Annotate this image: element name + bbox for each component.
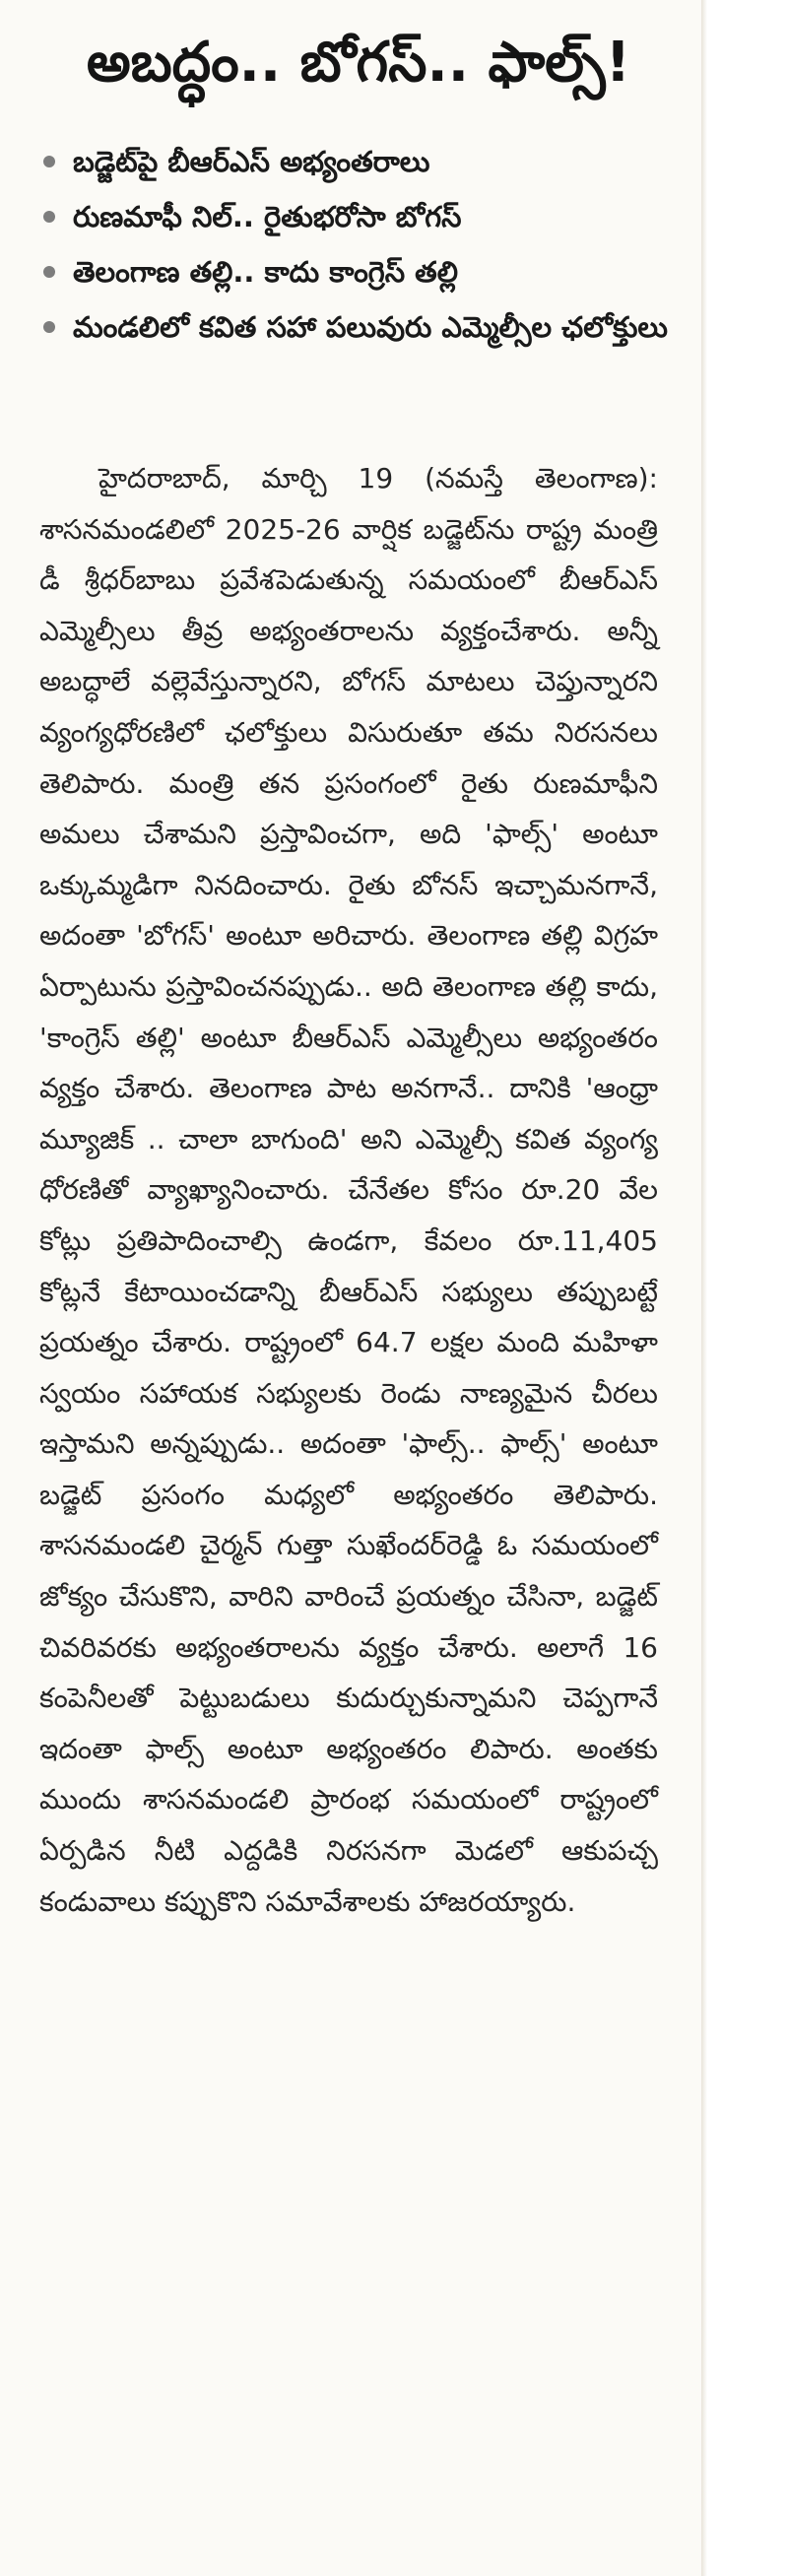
- bullet-dot-icon: [43, 156, 55, 167]
- bullet-dot-icon: [43, 321, 55, 333]
- article-body: హైదరాబాద్, మార్చి 19 (నమస్తే తెలంగాణ): శాసనమండలిలో 2025-26 వార్షిక బడ్జెట్‌ను రాష్ట్ర మంత్రి డీ శ్రీధర్‌బాబు ప్రవేశపెడుతున్న సమయంలో బీఆర్ఎస్ ఎమ్మెల్సీలు తీవ్ర అభ్యంతరాలను వ్యక్తంచేశారు. అన్నీ అబద్ధాలే వల్లెవేస్తున్నారని, బోగస్ మాటలు చెప్తున్నారని వ్యంగ్యధోరణిలో ఛలోక్తులు విసురుతూ తమ నిరసనలు తెలిపారు. మంత్రి తన ప్రసంగంలో రైతు రుణమాఫీని అమలు చేశామని ప్రస్తావించగా, అది 'ఫాల్స్' అంటూ ఒక్కుమ్మడిగా నినదించారు. రైతు బోనస్ ఇచ్చామనగానే, అదంతా 'బోగస్' అంటూ అరిచారు. తెలంగాణ తల్లి విగ్రహ ఏర్పాటును ప్రస్తావించనప్పుడు.. అది తెలంగాణ తల్లి కాదు, 'కాంగ్రెస్ తల్లి' అంటూ బీఆర్ఎస్ ఎమ్మెల్సీలు అభ్యంతరం వ్యక్తం చేశారు. తెలంగాణ పాట అనగానే.. దానికి 'ఆంధ్రా మ్యూజిక్ .. చాలా బాగుంది' అని ఎమ్మెల్సీ కవిత వ్యంగ్య ధోరణితో వ్యాఖ్యానించారు. చేనేతల కోసం రూ.20 వేల కోట్లు ప్రతిపాదించాల్సి ఉండగా, కేవలం రూ.11,405 కోట్లనే కేటాయించడాన్ని బీఆర్ఎస్ సభ్యులు తప్పుబట్టే ప్రయత్నం చేశారు. రాష్ట్రంలో 64.7 లక్షల మంది మహిళా స్వయం సహాయక సభ్యులకు రెండు నాణ్యమైన చీరలు ఇస్తామని అన్నప్పుడు.. అదంతా 'ఫాల్స్.. ఫాల్స్' అంటూ బడ్జెట్ ప్రసంగం మధ్యలో అభ్యంతరం తెలిపారు. శాసనమండలి చైర్మన్ గుత్తా సుఖేందర్‌రెడ్డి ఓ సమయంలో జోక్యం చేసుకొని, వారిని వారించే ప్రయత్నం చేసినా, బడ్జెట్ చివరివరకు అభ్యంతరాలను వ్యక్తం చేశారు. అలాగే 16 కంపెనీలతో పెట్టుబడులు కుదుర్చుకున్నామని చెప్పగానే ఇదంతా ఫాల్స్ అంటూ అభ్యంతరం లిపారు. అంతకు ముందు శాసనమండలి ప్రారంభ సమయంలో రాష్ట్రంలో ఏర్పడిన నీటి ఎద్దడికి నిరసనగా మెడలో ఆకుపచ్చ కండువాలు కప్పుకొని సమావేశాలకు హాజరయ్యారు.: [39, 462, 658, 1918]
- highlight-item: [39, 303, 680, 351]
- bullet-dot-icon: [43, 266, 55, 278]
- highlight-item: [39, 193, 680, 240]
- highlight-list: [39, 138, 680, 359]
- clipping-edge: [701, 0, 707, 2576]
- highlight-text: మండలిలో కవిత సహా పలువురు ఎమ్మెల్సీల ఛలోక్తులు: [73, 310, 668, 344]
- article-headline: అబద్ధం.. బోగస్.. ఫాల్స్!: [86, 31, 631, 95]
- highlight-item: [39, 138, 680, 185]
- highlight-item: [39, 248, 680, 296]
- cropped-previous-line: [0, 0, 701, 14]
- highlight-text: బడ్జెట్‌పై బీఆర్ఎస్ అభ్యంతరాలు: [73, 145, 430, 178]
- highlight-text: రుణమాఫీ నిల్.. రైతుభరోసా బోగస్: [73, 200, 462, 233]
- highlight-text: తెలంగాణ తల్లి.. కాదు కాంగ్రెస్ తల్లి: [73, 255, 458, 289]
- bullet-dot-icon: [43, 211, 55, 223]
